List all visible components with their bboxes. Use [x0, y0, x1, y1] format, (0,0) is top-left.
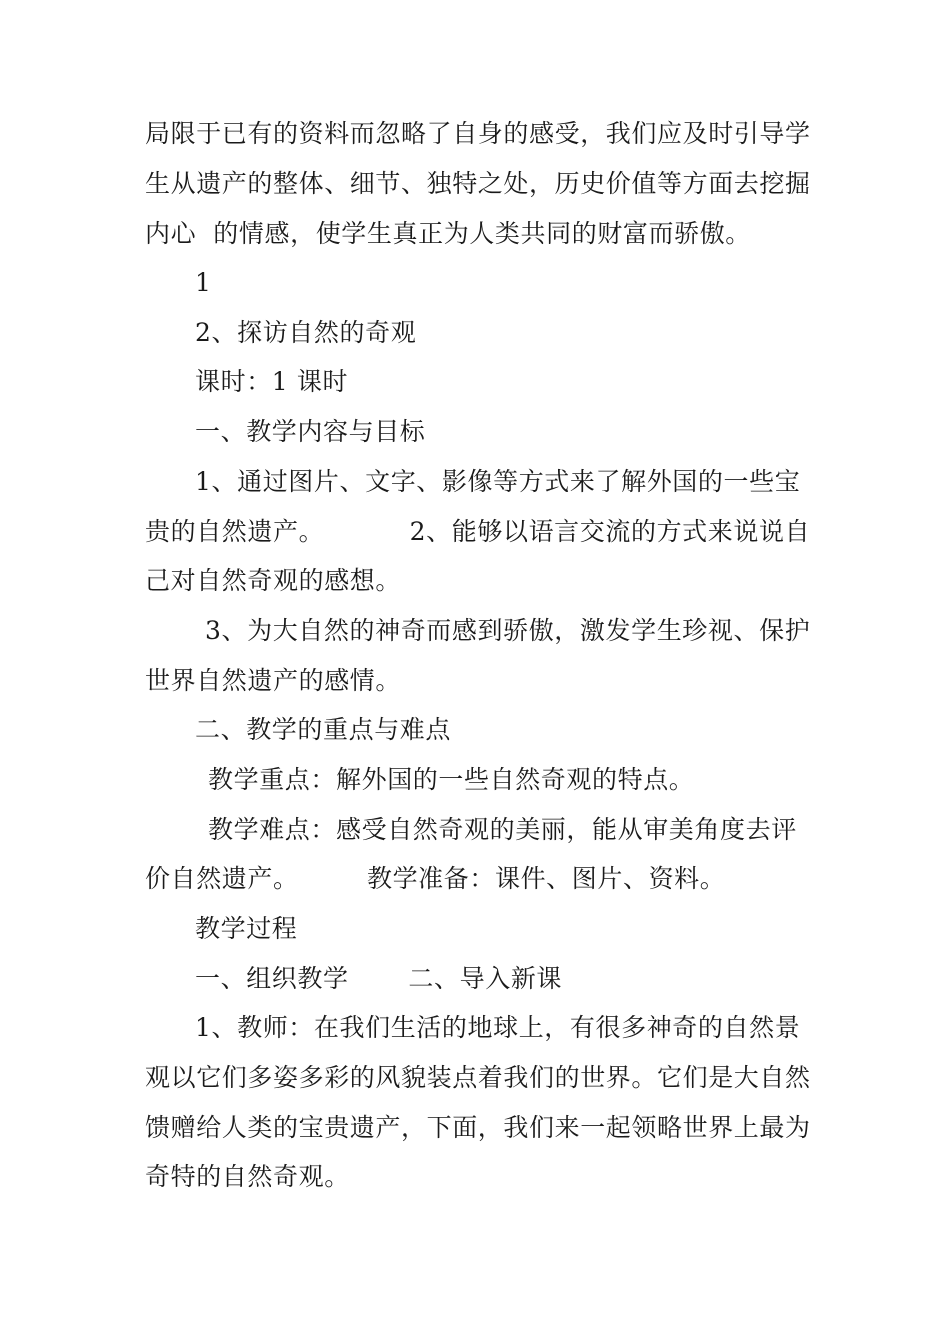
text-line-10: 己对自然奇观的感想。 [145, 566, 402, 595]
text-line-9: 贵的自然遗产。 2、能够以语言交流的方式来说说自 [145, 517, 811, 546]
heading-content-goals: 一、教学内容与目标 [195, 417, 426, 446]
heading-teaching-process: 教学过程 [195, 914, 298, 943]
text-line-8: 1、通过图片、文字、影像等方式来了解外国的一些宝 [195, 467, 801, 496]
text-line-19: 1、教师：在我们生活的地球上，有很多神奇的自然景 [195, 1013, 801, 1042]
text-line-15: 教学难点：感受自然奇观的美丽，能从审美角度去评 [208, 815, 797, 844]
text-line-11: 3、为大自然的神奇而感到骄傲，激发学生珍视、保护 [205, 616, 811, 645]
text-line-18: 一、组织教学 二、导入新课 [195, 964, 563, 993]
text-line-21: 馈赠给人类的宝贵遗产，下面，我们来一起领略世界上最为 [145, 1113, 811, 1142]
class-hours: 课时：1 课时 [195, 367, 349, 396]
text-line-3: 内心 的情感，使学生真正为人类共同的财富而骄傲。 [145, 219, 751, 248]
text-line-12: 世界自然遗产的感情。 [145, 666, 402, 695]
text-line-1: 局限于已有的资料而忽略了自身的感受，我们应及时引导学 [145, 119, 811, 148]
text-line-14: 教学重点：解外国的一些自然奇观的特点。 [208, 765, 695, 794]
text-line-2: 生从遗产的整体、细节、独特之处，历史价值等方面去挖掘 [145, 169, 811, 198]
page-number: 1 [195, 268, 212, 297]
section-heading: 2、探访自然的奇观 [195, 318, 417, 347]
text-line-20: 观以它们多姿多彩的风貌装点着我们的世界。它们是大自然 [145, 1063, 811, 1092]
text-line-22: 奇特的自然奇观。 [145, 1162, 350, 1191]
text-line-16: 价自然遗产。 教学准备：课件、图片、资料。 [145, 864, 726, 893]
heading-key-points: 二、教学的重点与难点 [195, 715, 452, 744]
